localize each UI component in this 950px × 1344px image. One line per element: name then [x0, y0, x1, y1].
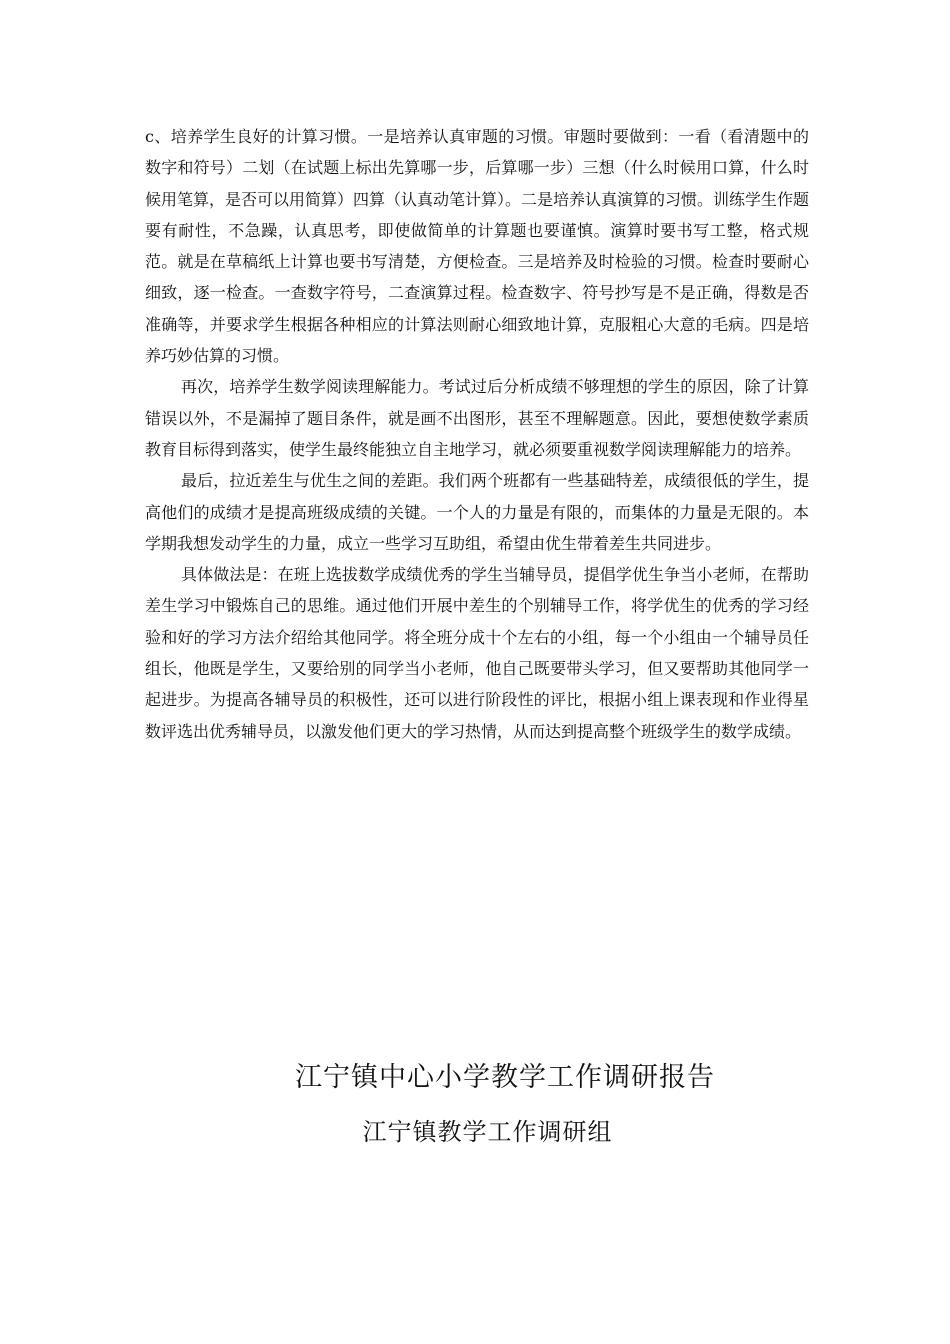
report-author: 江宁镇教学工作调研组: [362, 1118, 613, 1146]
body-text: [145, 121, 809, 747]
paragraph-calculation-habits: c、培养学生良好的计算习惯。一是培养认真审题的习惯。审题时要做到：一看（看清题中的数字和符号）二划（在试题上标出先算哪一步，后算哪一步）三想（什么时候用口算，什么时候用笔算，是否可以用简算）四算（认真动笔计算）。二是培养认真演算的习惯。训练学生作题要有耐性，不急躁，认真思考，即使做简单的计算题也要谨慎。演算时要书写工整，格式规范。就是在草稿纸上计算也要书写清楚，方便检查。三是培养及时检验的习惯。检查时要耐心细致，逐一检查。一查数字符号，二查演算过程。检查数字、符号抄写是不是正确，得数是否准确等，并要求学生根据各种相应的计算法则耐心细致地计算，克服粗心大意的毛病。四是培养巧妙估算的习惯。: [145, 127, 810, 366]
paragraph-reading-comprehension: 再次，培养学生数学阅读理解能力。考试过后分析成绩不够理想的学生的原因，除了计算错误以外，不是漏掉了题目条件，就是画不出图形，甚至不理解题意。因此，要想使数学素质教育目标得到落实，使学生最终能独立自主地学习，就必须要重视数学阅读理解能力的培养。: [145, 377, 809, 459]
paragraph-specific-method: 具体做法是：在班上选拔数学成绩优秀的学生当辅导员，提倡学优生争当小老师，在帮助差生学习中锻炼自己的思维。通过他们开展中差生的个别辅导工作，将学优生的优秀的学习经验和好的学习方法介绍给其他同学。将全班分成十个左右的小组，每一个小组由一个辅导员任组长，他既是学生，又要给别的同学当小老师，他自己既要带头学习，但又要帮助其他同学一起进步。为提高各辅导员的积极性，还可以进行阶段性的评比，根据小组上课表现和作业得星数评选出优秀辅导员，以激发他们更大的学习热情，从而达到提高整个班级学生的数学成绩。: [145, 565, 809, 741]
paragraph-closing-gap: 最后，拉近差生与优生之间的差距。我们两个班都有一些基础特差，成绩很低的学生，提高他们的成绩才是提高班级成绩的关键。一个人的力量是有限的，而集体的力量是无限的。本学期我想发动学生的力量，成立一些学习互助组，希望由优生带着差生共同进步。: [145, 471, 809, 553]
report-title: 江宁镇中心小学教学工作调研报告: [295, 1062, 715, 1093]
